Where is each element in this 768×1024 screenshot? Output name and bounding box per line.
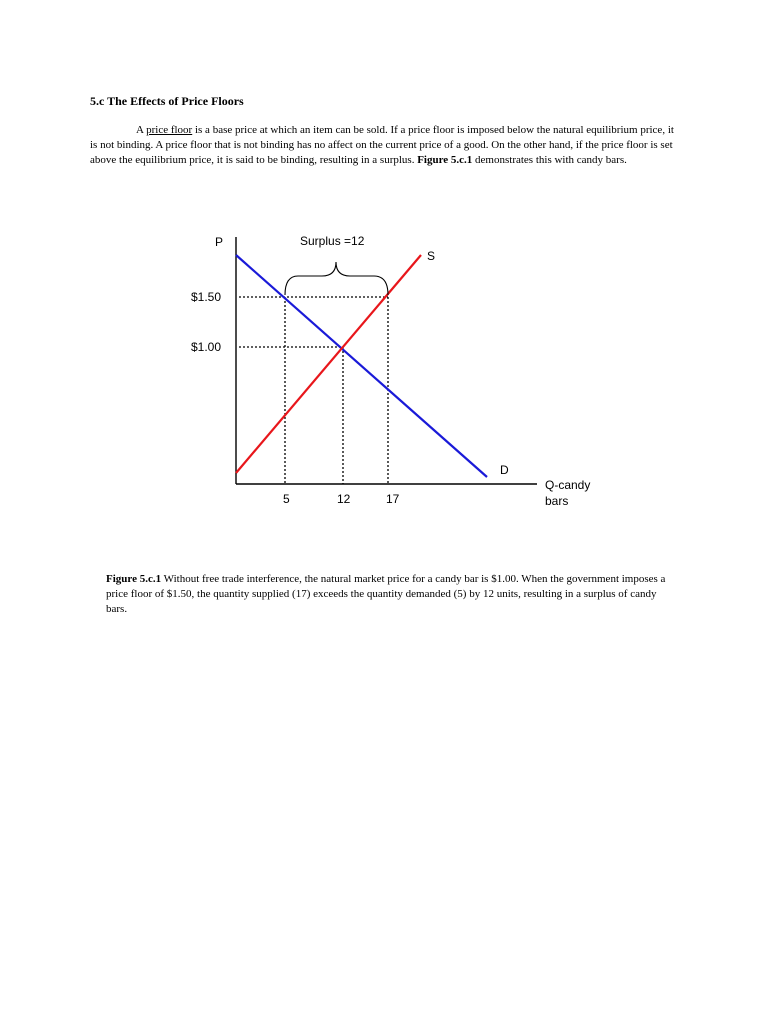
price-floor-label: $1.50 — [191, 290, 222, 304]
demand-curve — [236, 255, 487, 477]
x-axis-label-line2: bars — [545, 494, 569, 508]
supply-label: S — [427, 249, 436, 263]
q-equilibrium-label: 12 — [337, 492, 351, 506]
caption-figure-reference: Figure 5.c.1 — [106, 573, 162, 585]
q-demanded-label: 5 — [283, 492, 290, 506]
figure-reference: Figure 5.c.1 — [417, 154, 473, 166]
x-axis-label-line1: Q-candy — [545, 478, 591, 492]
intro-tail: demonstrates this with candy bars. — [472, 154, 627, 166]
intro-body: is a base price at which an item can be sold. If a price floor is imposed below the natural equilibrium price, it is not binding. A price floor that is not binding has no affect on the current price of a good. On the other hand, if the price floor is set above the equilibrium price, it is said to be binding, resulting in a surplus. — [90, 124, 674, 166]
supply-curve — [236, 255, 421, 473]
surplus-label: Surplus =12 — [300, 234, 365, 248]
surplus-brace — [285, 262, 388, 295]
demand-label: D — [500, 463, 509, 477]
equilibrium-price-label: $1.00 — [191, 340, 222, 354]
figure-caption — [106, 572, 666, 617]
intro-lead: A — [136, 124, 147, 136]
section-heading: 5.c The Effects of Price Floors — [90, 94, 244, 108]
y-axis-label: P — [215, 235, 224, 249]
caption-text: Without free trade interference, the natural market price for a candy bar is $1.00. When the government imposes a price floor of $1.50, the quantity supplied (17) exceeds the quantity demanded (5) by 12 units, resulting in a surplus of candy bars. — [106, 573, 666, 615]
q-supplied-label: 17 — [386, 492, 400, 506]
price-floor-term: price floor — [146, 124, 193, 136]
